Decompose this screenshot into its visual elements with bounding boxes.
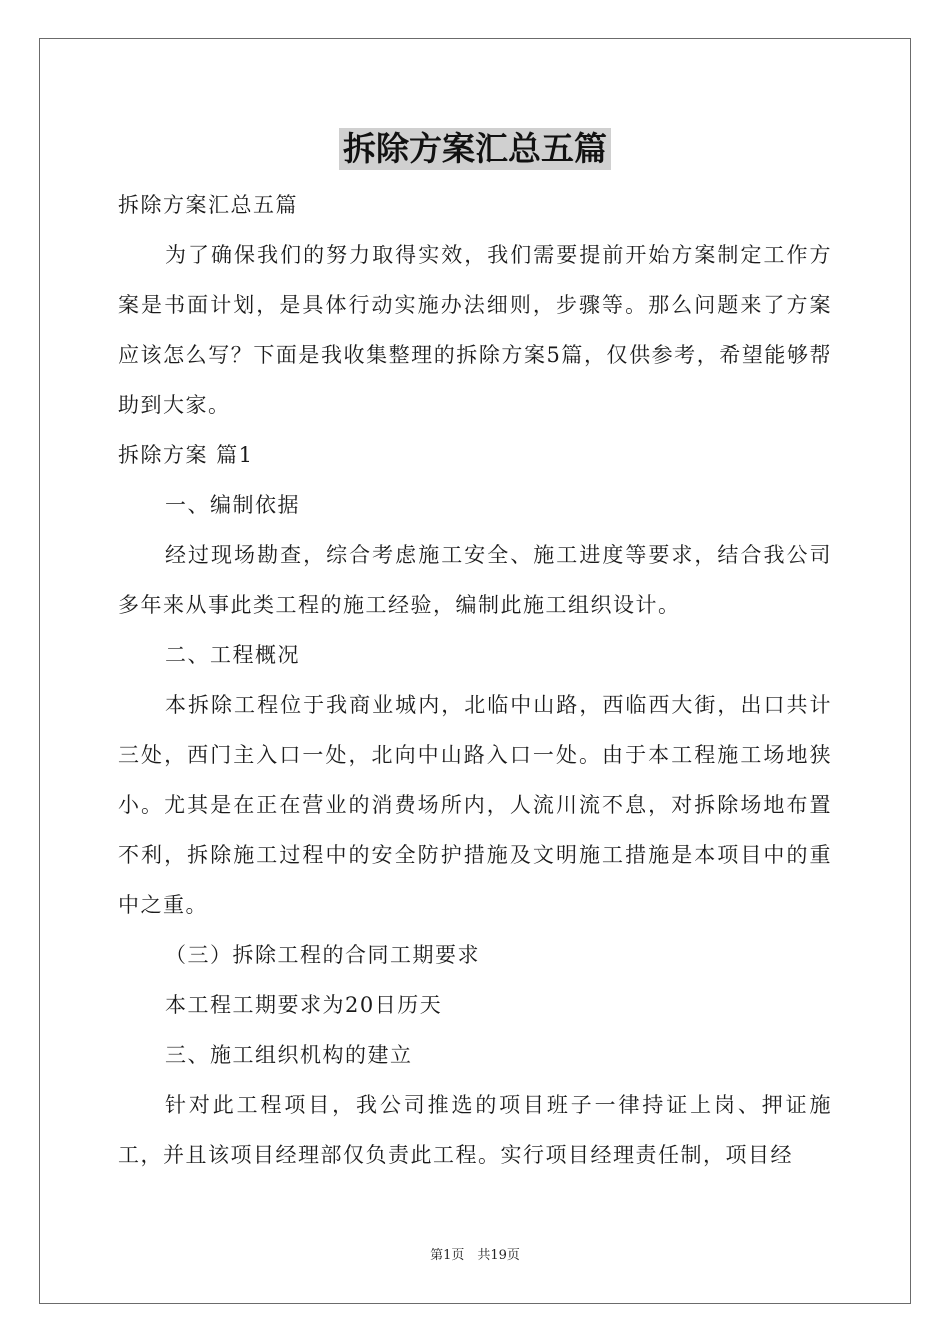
paragraph-5: 二、工程概况 (165, 643, 300, 667)
paragraph-10: 针对此工程项目，我公司推选的项目班子一律持证上岗、押证施工，并且该项目经理部仅负责此工程。实行项目经理责任制，项目经 (118, 1093, 832, 1167)
paragraph-9: 三、施工组织机构的建立 (165, 1043, 413, 1067)
document-body (118, 180, 832, 1180)
paragraph-6: 本拆除工程位于我商业城内，北临中山路，西临西大街，出口共计三处，西门主入口一处，北向中山路入口一处。由于本工程施工场地狭小。尤其是在正在营业的消费场所内，人流川流不息，对拆除场地布置不利，拆除施工过程中的安全防护措施及文明施工措施是本项目中的重中之重。 (118, 693, 832, 917)
paragraph-0: 拆除方案汇总五篇 (118, 193, 298, 217)
paragraph-8: 本工程工期要求为20日历天 (165, 993, 443, 1017)
paragraph-3: 一、编制依据 (165, 493, 300, 517)
page-footer: 第1页 共19页 (430, 1248, 520, 1263)
paragraph-1: 为了确保我们的努力取得实效，我们需要提前开始方案制定工作方案是书面计划，是具体行动实施办法细则，步骤等。那么问题来了方案应该怎么写？下面是我收集整理的拆除方案5篇，仅供参考，希望能够帮助到大家。 (118, 243, 832, 417)
title-wrap (0, 128, 950, 170)
paragraph-2: 拆除方案 篇1 (118, 443, 254, 467)
paragraph-4: 经过现场勘查，综合考虑施工安全、施工进度等要求，结合我公司多年来从事此类工程的施工经验，编制此施工组织设计。 (118, 543, 832, 617)
paragraph-7: （三）拆除工程的合同工期要求 (165, 943, 480, 967)
document-title: 拆除方案汇总五篇 (339, 128, 611, 170)
